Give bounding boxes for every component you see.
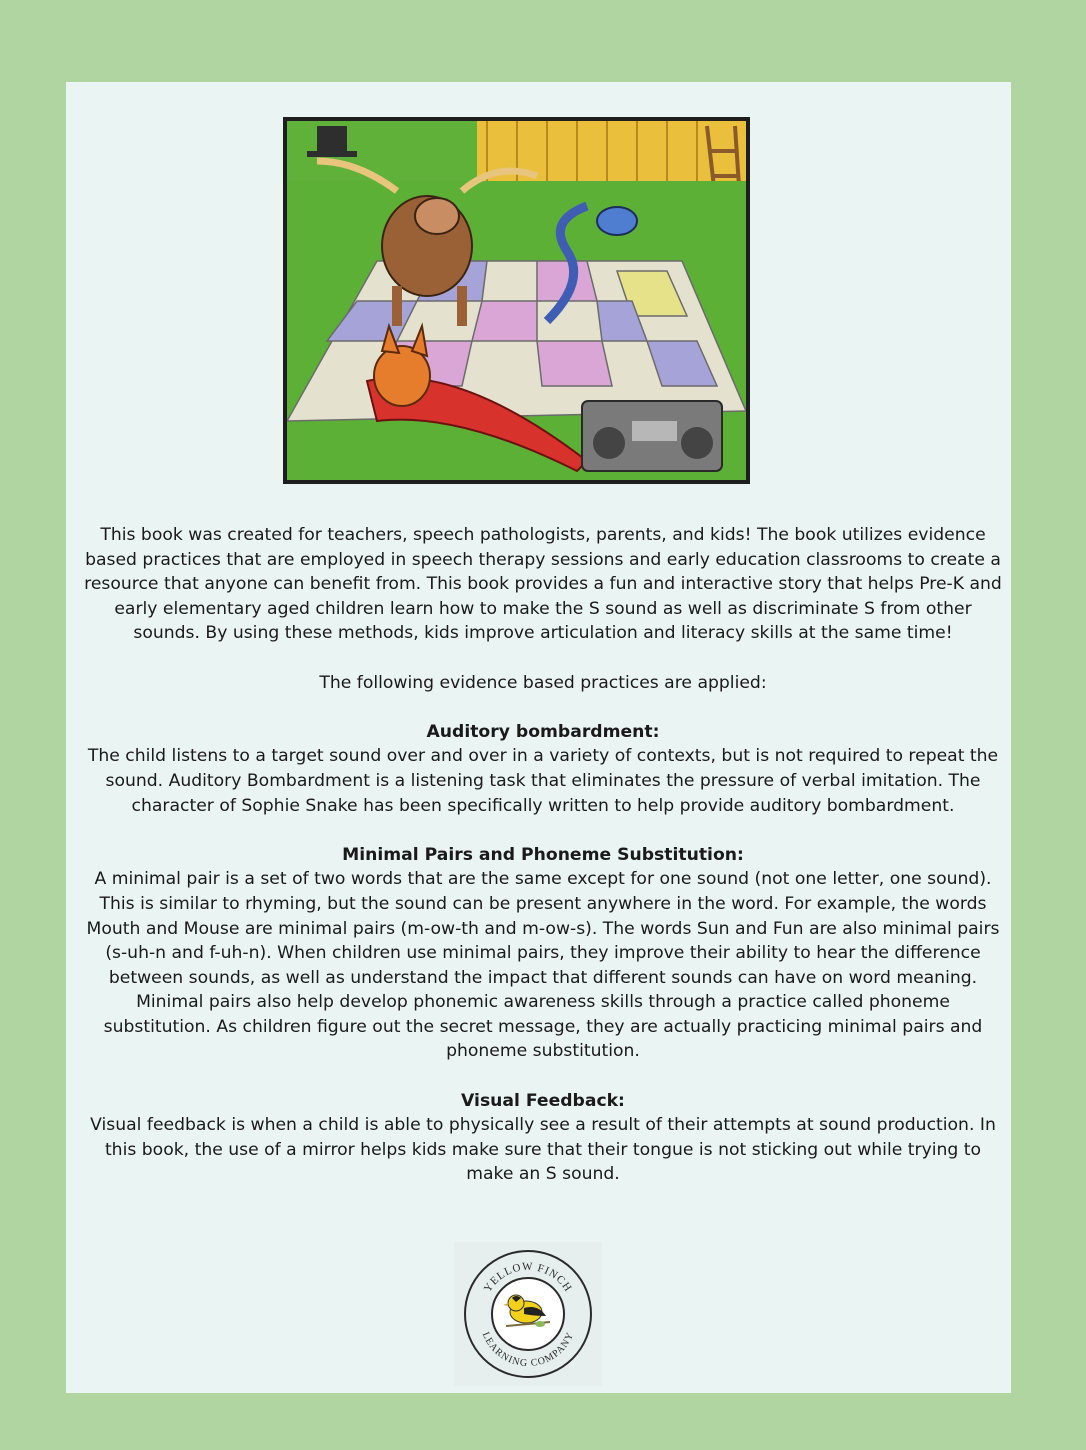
section-body: Visual feedback is when a child is able to physically see a result of their attempts at sound production. In this book, the use of a mirror helps kids make sure that their tongue is not sticking out while trying to make an S sound. <box>90 1115 996 1185</box>
section-heading: Auditory bombardment: <box>426 721 660 742</box>
section-body: The child listens to a target sound over and over in a variety of contexts, but is not required to repeat the sound. Auditory Bombardment is a listening task that eliminates the pressure of verbal imitation. The character of Sophie Snake has been specifically written to help provide auditory bombardment. <box>87 746 999 816</box>
cover-illustration <box>283 117 750 484</box>
logo-top-text: YELLOW FINCH <box>481 1260 575 1295</box>
section-visual-feedback <box>80 1089 1006 1187</box>
publisher-logo <box>454 1242 602 1386</box>
logo-bottom-text: LEARNING COMPANY <box>479 1330 577 1370</box>
section-heading: Visual Feedback: <box>461 1090 625 1111</box>
intro-paragraph: This book was created for teachers, speech pathologists, parents, and kids! The book utilizes evidence based practices that are employed in speech therapy sessions and early education classrooms to create a resource that anyone can benefit from. This book provides a fun and interactive story that helps Pre-K and early elementary aged children learn how to make the S sound as well as discriminate S from other sounds. By using these methods, kids improve articulation and literacy skills at the same time! <box>84 525 1002 644</box>
description-text <box>80 523 1006 1187</box>
section-auditory-bombardment <box>80 720 1006 818</box>
section-heading: Minimal Pairs and Phoneme Substitution: <box>342 844 744 865</box>
lead-paragraph: The following evidence based practices are applied: <box>319 672 767 693</box>
section-minimal-pairs <box>80 843 1006 1064</box>
section-body: A minimal pair is a set of two words that are the same except for one sound (not one letter, one sound). This is similar to rhyming, but the sound can be present anywhere in the word. For example, the words Mouth and Mouse are minimal pairs (m-ow-th and m-ow-s). The words Sun and Fun are also minimal pairs (s-uh-n and f-uh-n). When children use minimal pairs, they improve their ability to hear the difference between sounds, as well as understand the impact that different sounds can have on word meaning. Minimal pairs also help develop phonemic awareness skills through a practice called phoneme substitution. As children figure out the secret message, they are actually practicing minimal pairs and phoneme substitution. <box>86 869 1000 1062</box>
